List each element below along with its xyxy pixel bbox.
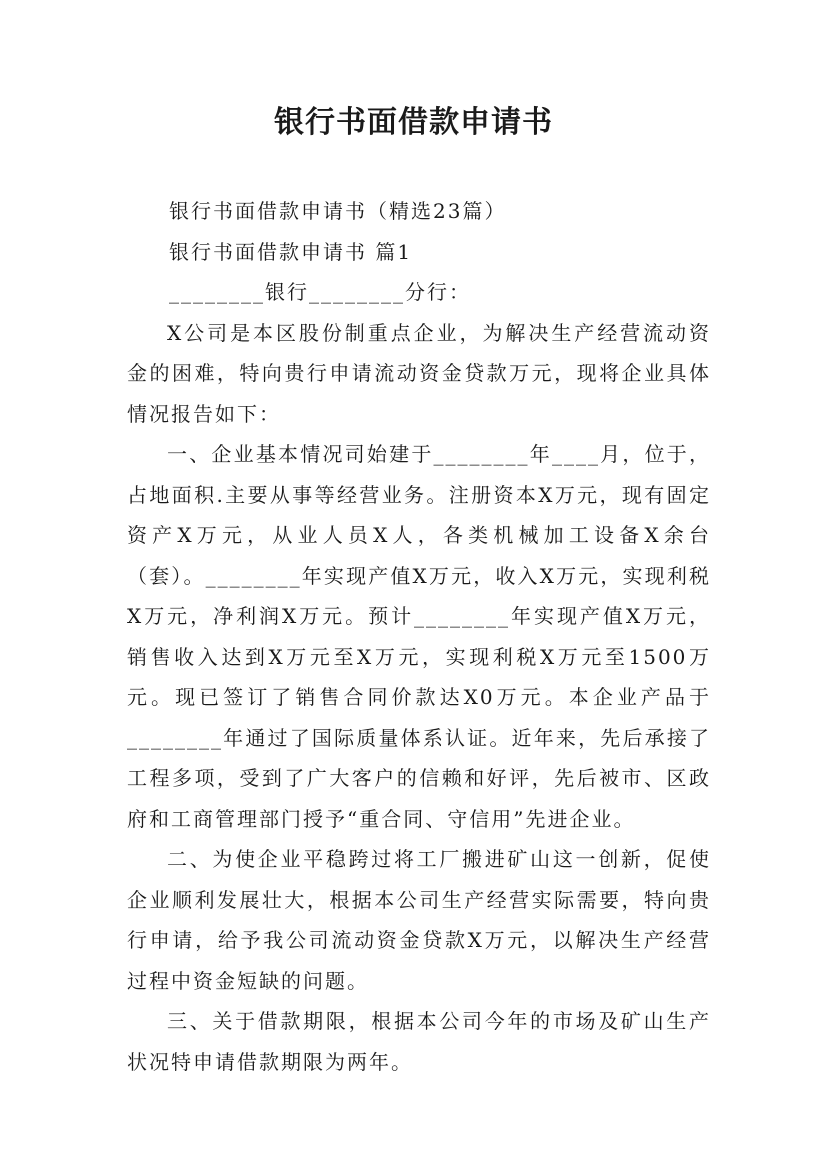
document-body <box>127 191 711 1082</box>
body-paragraph: 三、关于借款期限，根据本公司今年的市场及矿山生产状况特申请借款期限为两年。 <box>127 1009 711 1074</box>
body-paragraph: X公司是本区股份制重点企业，为解决生产经营流动资金的困难，特向贵行申请流动资金贷款万元，现将企业具体情况报告如下： <box>127 320 711 426</box>
salutation: ________银行________分行： <box>169 280 471 304</box>
section-heading: 银行书面借款申请书 篇1 <box>169 239 413 264</box>
document-title: 银行书面借款申请书 <box>274 105 553 140</box>
body-paragraph: 一、企业基本情况司始建于________年____月，位于，占地面积.主要从事等经营业务。注册资本X万元，现有固定资产X万元，从业人员X人，各类机械加工设备X余台（套）。________年实现产值X万元，收入X万元，实现利税X万元，净利润X万元。预计________年实现产值X万元，销售收入达到X万元至X万元，实现利税X万元至1500万元。现已签订了销售合同价款达X0万元。本企业产品于________年通过了国际质量体系认证。近年来，先后承接了工程多项，受到了广大客户的信赖和好评，先后被市、区政府和工商管理部门授予“重合同、守信用”先进企业。 <box>127 442 711 831</box>
body-paragraph: 二、为使企业平稳跨过将工厂搬进矿山这一创新，促使企业顺利发展壮大，根据本公司生产经营实际需要，特向贵行申请，给予我公司流动资金贷款X万元，以解决生产经营过程中资金短缺的问题。 <box>127 847 711 993</box>
subtitle-line: 银行书面借款申请书（精选23篇） <box>169 199 507 223</box>
